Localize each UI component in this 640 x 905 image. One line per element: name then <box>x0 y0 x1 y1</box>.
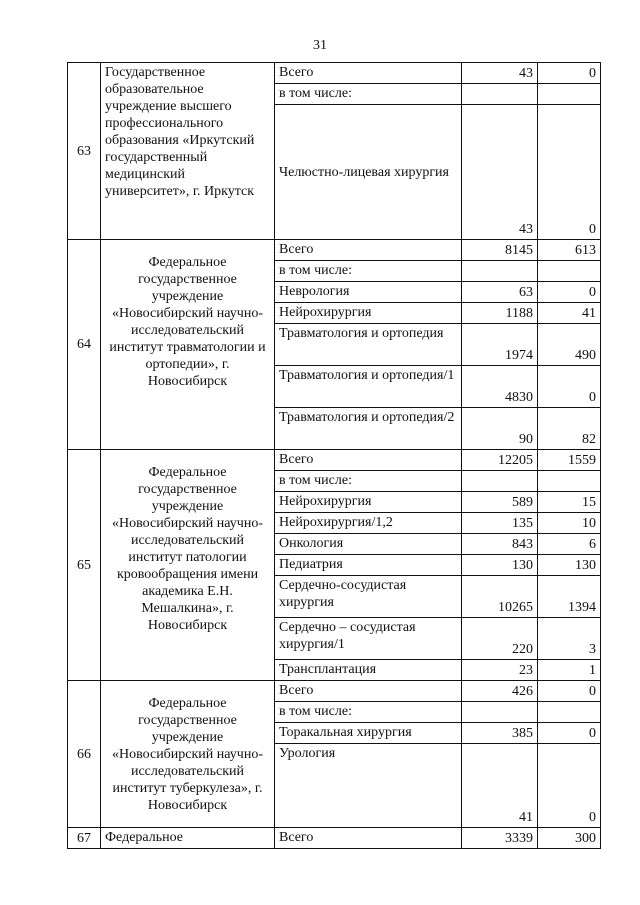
value-subset: 6 <box>538 534 601 555</box>
profile-name: Травматология и ортопедия/1 <box>275 366 462 408</box>
profile-name: Травматология и ортопедия <box>275 324 462 366</box>
value-total: 43 <box>462 63 538 84</box>
profile-name: Всего <box>275 681 462 702</box>
profile-name: Всего <box>275 828 462 849</box>
value-subset: 300 <box>538 828 601 849</box>
value-subset: 0 <box>538 681 601 702</box>
value-subset <box>538 702 601 723</box>
table-row <box>68 63 601 84</box>
value-subset <box>538 261 601 282</box>
value-subset: 1394 <box>538 576 601 618</box>
row-number: 63 <box>68 63 101 240</box>
organization-name: Федеральное государственное учреждение «Новосибирский научно-исследовательский институт патологии кровообращения имени академика Е.Н. Мешалкина», г. Новосибирск <box>101 450 275 681</box>
value-total: 3339 <box>462 828 538 849</box>
value-subset: 3 <box>538 618 601 660</box>
value-subset: 0 <box>538 744 601 828</box>
value-subset: 10 <box>538 513 601 534</box>
profile-name: Педиатрия <box>275 555 462 576</box>
table-row <box>68 681 601 702</box>
value-subset: 82 <box>538 408 601 450</box>
organization-name: Федеральное <box>101 828 275 849</box>
value-subset: 0 <box>538 723 601 744</box>
profile-name: в том числе: <box>275 702 462 723</box>
value-total: 385 <box>462 723 538 744</box>
value-subset <box>538 84 601 105</box>
value-subset: 41 <box>538 303 601 324</box>
profile-name: в том числе: <box>275 84 462 105</box>
value-total: 220 <box>462 618 538 660</box>
value-total: 130 <box>462 555 538 576</box>
row-number: 64 <box>68 240 101 450</box>
value-total <box>462 702 538 723</box>
value-total: 843 <box>462 534 538 555</box>
organization-name: Государственное образовательное учреждение высшего профессионального образования «Иркутский государственный медицинский университет», г. Иркутск <box>101 63 275 240</box>
profile-name: Урология <box>275 744 462 828</box>
value-total: 1974 <box>462 324 538 366</box>
profile-name: в том числе: <box>275 261 462 282</box>
value-total: 8145 <box>462 240 538 261</box>
profile-name: в том числе: <box>275 471 462 492</box>
profile-name: Сердечно-сосудистая хирургия <box>275 576 462 618</box>
quota-table <box>67 62 601 849</box>
value-total: 135 <box>462 513 538 534</box>
row-number: 67 <box>68 828 101 849</box>
value-total: 4830 <box>462 366 538 408</box>
value-total: 23 <box>462 660 538 681</box>
value-subset: 613 <box>538 240 601 261</box>
value-total: 12205 <box>462 450 538 471</box>
value-total: 1188 <box>462 303 538 324</box>
value-total: 43 <box>462 105 538 240</box>
page-number: 31 <box>313 38 327 53</box>
profile-name: Онкология <box>275 534 462 555</box>
value-total: 10265 <box>462 576 538 618</box>
value-total: 426 <box>462 681 538 702</box>
value-subset: 1559 <box>538 450 601 471</box>
value-total <box>462 261 538 282</box>
value-total: 90 <box>462 408 538 450</box>
profile-name: Травматология и ортопедия/2 <box>275 408 462 450</box>
profile-name: Всего <box>275 63 462 84</box>
value-total: 63 <box>462 282 538 303</box>
row-number: 65 <box>68 450 101 681</box>
organization-name: Федеральное государственное учреждение «Новосибирский научно-исследовательский институт туберкулеза», г. Новосибирск <box>101 681 275 828</box>
value-total <box>462 471 538 492</box>
table-row <box>68 828 601 849</box>
value-subset: 490 <box>538 324 601 366</box>
value-subset: 130 <box>538 555 601 576</box>
value-subset: 1 <box>538 660 601 681</box>
value-total <box>462 84 538 105</box>
row-number: 66 <box>68 681 101 828</box>
profile-name: Торакальная хирургия <box>275 723 462 744</box>
profile-name: Всего <box>275 240 462 261</box>
value-subset: 0 <box>538 105 601 240</box>
profile-name: Челюстно-лицевая хирургия <box>275 105 462 240</box>
profile-name: Всего <box>275 450 462 471</box>
value-total: 589 <box>462 492 538 513</box>
value-total: 41 <box>462 744 538 828</box>
profile-name: Сердечно – сосудистая хирургия/1 <box>275 618 462 660</box>
value-subset: 0 <box>538 366 601 408</box>
profile-name: Неврология <box>275 282 462 303</box>
profile-name: Трансплантация <box>275 660 462 681</box>
profile-name: Нейрохирургия/1,2 <box>275 513 462 534</box>
profile-name: Нейрохирургия <box>275 303 462 324</box>
value-subset: 0 <box>538 63 601 84</box>
organization-name: Федеральное государственное учреждение «Новосибирский научно-исследовательский институт травматологии и ортопедии», г. Новосибирск <box>101 240 275 450</box>
value-subset <box>538 471 601 492</box>
table-row <box>68 240 601 261</box>
value-subset: 15 <box>538 492 601 513</box>
table-row <box>68 450 601 471</box>
profile-name: Нейрохирургия <box>275 492 462 513</box>
value-subset: 0 <box>538 282 601 303</box>
